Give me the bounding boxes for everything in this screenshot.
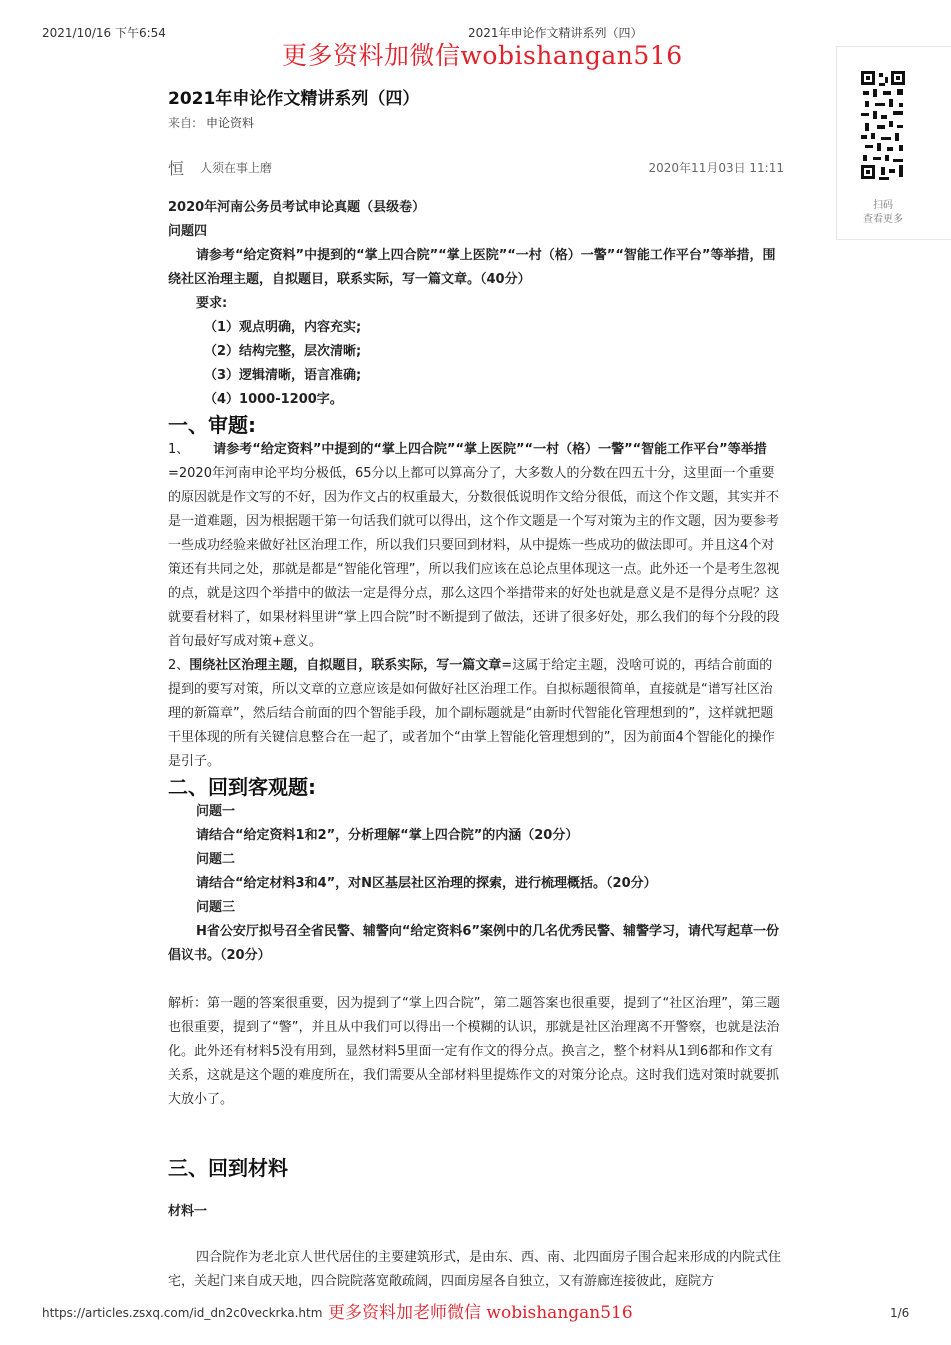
item-bold-text: 请参考“给定资料”中提到的“掌上四合院”“掌上医院”“一村（格）一警”“智能工作平台”等举措	[213, 442, 767, 457]
item-number: 2、	[168, 658, 190, 673]
objective-q1-text: 请结合“给定资料1和2”，分析理解“掌上四合院”的内涵（20分）	[196, 828, 579, 843]
analysis-paragraph: 解析：第一题的答案很重要，因为提到了“掌上四合院”，第二题答案也很重要，提到了“社区治理”，第三题也很重要，提到了“警”，并且从中我们可以得出一个模糊的认识，那就是社区治理离不开警察，也就是法治化。此外还有材料5没有用到，显然材料5里面一定有作文的得分点。换言之，整个材料从1到6都和作文有关系，这就是这个题的难度所在，我们需要从全部材料里提炼作文的对策分论点。这时我们选对策时就要抓大放小了。	[168, 996, 780, 1107]
author-avatar-icon[interactable]: 恒	[168, 159, 185, 178]
question-label: 问题四	[168, 224, 208, 239]
objective-q3-label: 问题三	[196, 900, 236, 915]
item-bold-text: 围绕社区治理主题，自拟题目，联系实际，写一篇文章	[189, 658, 502, 673]
print-datetime: 2021/10/16 下午6:54	[42, 26, 166, 40]
watermark-top: 更多资料加微信wobishangan516	[282, 41, 683, 70]
author-row	[168, 156, 784, 178]
material-paragraph: 四合院作为老北京人世代居住的主要建筑形式，是由东、西、南、北四面房子围合起来形成的内院式住宅，关起门来自成天地，四合院院落宽敞疏阔，四面房屋各自独立，又有游廊连接彼此，庭院方	[168, 1250, 782, 1289]
watermark-bottom: 更多资料加老师微信 wobishangan516	[328, 1303, 633, 1323]
print-url[interactable]: https://articles.zsxq.com/id_dn2c0veckrka.htm	[42, 1306, 323, 1320]
requirement-item: （1）观点明确，内容充实;	[204, 320, 362, 335]
section-heading-material: 三、回到材料	[168, 1156, 288, 1180]
qr-note-line1: 扫码	[873, 200, 893, 211]
qr-note-line2: 查看更多	[863, 214, 903, 225]
publish-date: 2020年11月03日 11:11	[648, 161, 784, 175]
objective-q2-label: 问题二	[196, 852, 236, 867]
requirement-item: （4）1000-1200字。	[204, 392, 343, 407]
item-text: =这属于给定主题，没啥可说的，再结合前面的提到的要写对策，所以文章的立意应该是如何做好社区治理工作。自拟标题很简单，直接就是“谱写社区治理的新篇章”，然后结合前面的四个智能手段，加个副标题就是“由新时代智能化管理想到的”，这样就把题干里体现的所有关键信息整合在一起了，或者加个“由掌上智能化管理想到的”，因为前面4个智能化的操作是引子。	[168, 658, 775, 769]
article-title: 2021年申论作文精讲系列（四）	[168, 89, 420, 109]
item-text: =2020年河南申论平均分极低，65分以上都可以算高分了，大多数人的分数在四五十分，这里面一个重要的原因就是作文写的不好，因为作文占的权重最大，分数很低说明作文给分很低，而这个作文题，其实并不是一道难题，因为根据题干第一句话我们就可以得出，这个作文题是一个写对策为主的作文题，因为要参考一些成功经验来做好社区治理工作，所以我们只要回到材料，从中提炼一些成功的做法即可。并且这4个对策还有共同之处，那就是都是“智能化管理”，所以我们应该在总论点里体现这一点。此外还一个是考生忽视的点，就是这四个举措中的做法一定是得分点，那么这四个举措带来的好处也就是意义是不是得分点呢？这就要看材料了，如果材料里讲“掌上四合院”时不断提到了做法，还讲了很多好处，那么我们的每个分段的段首句最好写成对策+意义。	[168, 466, 780, 649]
qr-code-icon	[859, 69, 907, 181]
article-body	[168, 196, 784, 1294]
objective-q2-text: 请结合“给定材料3和4”，对N区基层社区治理的探索，进行梳理概括。（20分）	[196, 876, 657, 891]
requirements-label: 要求:	[196, 296, 228, 311]
objective-q1-label: 问题一	[196, 804, 236, 819]
section-heading-objective: 二、回到客观题:	[168, 775, 316, 799]
question-prompt: 请参考“给定资料”中提到的“掌上四合院”“掌上医院”“一村（格）一警”“智能工作平台”等举措，围绕社区治理主题，自拟题目，联系实际，写一篇文章。（40分）	[168, 248, 776, 287]
print-doc-title: 2021年申论作文精讲系列（四）	[468, 26, 643, 40]
exam-heading: 2020年河南公务员考试申论真题（县级卷）	[168, 200, 426, 215]
item-number: 1、	[168, 442, 190, 457]
print-page-number: 1/6	[890, 1306, 910, 1320]
section-heading-review: 一、审题:	[168, 413, 256, 437]
source-line	[168, 114, 254, 131]
source-link[interactable]: 申论资料	[206, 116, 255, 130]
review-item-2	[168, 654, 784, 774]
requirement-item: （2）结构完整，层次清晰;	[204, 344, 362, 359]
qr-card[interactable]	[836, 46, 951, 240]
review-item-1	[168, 438, 784, 654]
source-label: 来自:	[168, 116, 197, 130]
author-name[interactable]: 人须在事上磨	[200, 161, 273, 175]
objective-q3-text: H省公安厅拟号召全省民警、辅警向“给定资料6”案例中的几名优秀民警、辅警学习，请代写起草一份倡议书。（20分）	[168, 924, 780, 963]
requirement-item: （3）逻辑清晰，语言准确;	[204, 368, 362, 383]
material-label: 材料一	[168, 1204, 208, 1219]
qr-note	[863, 199, 943, 227]
